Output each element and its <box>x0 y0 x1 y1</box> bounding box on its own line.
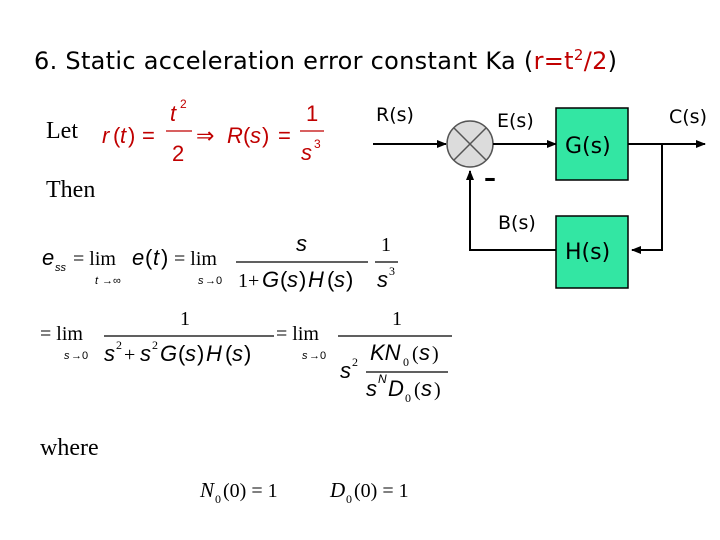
svg-text:1+: 1+ <box>238 270 260 292</box>
svg-text:): ) <box>161 245 169 270</box>
svg-text:= lim: = lim <box>73 248 116 270</box>
svg-text:s: s <box>64 350 70 362</box>
svg-text:N: N <box>200 478 215 502</box>
svg-text:2: 2 <box>180 97 187 111</box>
svg-text:0: 0 <box>215 492 221 506</box>
svg-text:⇒: ⇒ <box>196 123 215 148</box>
svg-text:e: e <box>42 245 55 270</box>
summing-junction <box>447 121 493 167</box>
svg-text:= lim: = lim <box>40 323 83 345</box>
svg-text:s: s <box>104 341 115 366</box>
svg-text:H: H <box>206 341 222 366</box>
svg-text:= lim: = lim <box>276 323 319 345</box>
svg-text:2: 2 <box>116 338 122 352</box>
svg-text:N: N <box>378 372 387 386</box>
svg-text:s: s <box>421 376 432 401</box>
svg-text:r: r <box>102 123 110 148</box>
svg-text:→0: →0 <box>71 350 89 362</box>
svg-text:t: t <box>120 123 127 148</box>
svg-text:s: s <box>250 123 261 148</box>
svg-text:(: ( <box>178 341 186 366</box>
svg-text:s: s <box>334 267 345 292</box>
svg-text:D: D <box>388 376 404 401</box>
svg-text:G: G <box>160 341 178 366</box>
svg-text:t: t <box>153 245 160 270</box>
svg-text:+: + <box>124 344 136 366</box>
svg-text:1: 1 <box>306 101 319 126</box>
svg-text:(: ( <box>412 343 419 365</box>
minus-sign: – <box>484 164 496 192</box>
title-prefix: 6. Static acceleration error constant Ka ( <box>34 47 534 75</box>
svg-text:(: ( <box>327 267 335 292</box>
output-label: C(s) <box>669 106 707 128</box>
where-label: where <box>40 435 99 461</box>
svg-text:): ) <box>128 123 136 148</box>
svg-text:(0) = 1: (0) = 1 <box>354 480 409 502</box>
forward-block-label: G(s) <box>565 134 611 159</box>
svg-text:0: 0 <box>403 355 409 369</box>
svg-text:KN: KN <box>370 340 401 365</box>
svg-text:): ) <box>262 123 270 148</box>
svg-text:(: ( <box>113 123 121 148</box>
then-label: Then <box>46 177 96 203</box>
svg-text:D: D <box>330 478 346 502</box>
feedback-right-path <box>632 144 662 250</box>
svg-text:2: 2 <box>172 141 185 166</box>
title-suffix: ) <box>607 47 618 75</box>
svg-text:s: s <box>296 231 307 256</box>
svg-text:s: s <box>140 341 151 366</box>
svg-text:(: ( <box>243 123 251 148</box>
feedback-block-label: H(s) <box>565 240 611 265</box>
svg-text:e: e <box>132 245 145 270</box>
error-label: E(s) <box>497 110 534 132</box>
svg-text:= lim: = lim <box>174 248 217 270</box>
svg-text:s: s <box>377 267 388 292</box>
svg-text:s: s <box>340 358 351 383</box>
input-label: R(s) <box>376 104 414 126</box>
svg-text:(: ( <box>225 341 233 366</box>
svg-text:s: s <box>232 341 243 366</box>
svg-text:): ) <box>299 267 307 292</box>
svg-text:): ) <box>432 343 439 365</box>
svg-text:t: t <box>170 101 177 126</box>
svg-text:): ) <box>244 341 252 366</box>
svg-text:0: 0 <box>346 492 352 506</box>
svg-text:t: t <box>95 275 99 287</box>
svg-text:3: 3 <box>389 264 395 278</box>
svg-text:): ) <box>434 379 441 401</box>
let-label: Let <box>46 118 78 144</box>
svg-text:R: R <box>227 123 243 148</box>
svg-text:0: 0 <box>405 391 411 405</box>
svg-text:(: ( <box>414 379 421 401</box>
svg-text:s: s <box>419 340 430 365</box>
svg-text:): ) <box>346 267 354 292</box>
svg-text:→0: →0 <box>205 275 223 287</box>
svg-text:s: s <box>366 376 377 401</box>
svg-text:s: s <box>301 140 312 165</box>
svg-text:1: 1 <box>180 308 190 330</box>
svg-text:s: s <box>185 341 196 366</box>
svg-text:H: H <box>308 267 324 292</box>
svg-text:3: 3 <box>314 137 321 151</box>
svg-text:ss: ss <box>55 262 66 274</box>
svg-text:1: 1 <box>392 308 402 330</box>
svg-text:→∞: →∞ <box>102 275 121 287</box>
feedback-left-path <box>470 171 556 250</box>
svg-text:→0: →0 <box>309 350 327 362</box>
svg-text:2: 2 <box>152 338 158 352</box>
svg-text:G: G <box>262 267 280 292</box>
svg-text:=: = <box>142 123 155 148</box>
svg-text:2: 2 <box>352 355 358 369</box>
svg-text:s: s <box>198 275 204 287</box>
svg-text:): ) <box>197 341 205 366</box>
feedback-label: B(s) <box>498 212 536 234</box>
svg-text:s: s <box>287 267 298 292</box>
svg-text:s: s <box>302 350 308 362</box>
svg-text:(: ( <box>145 245 153 270</box>
svg-text:(0) = 1: (0) = 1 <box>223 480 278 502</box>
svg-text:1: 1 <box>381 234 391 256</box>
title-input-highlight: $r=t^2/2$ <box>533 46 608 75</box>
svg-text:(: ( <box>280 267 288 292</box>
svg-text:=: = <box>278 123 291 148</box>
